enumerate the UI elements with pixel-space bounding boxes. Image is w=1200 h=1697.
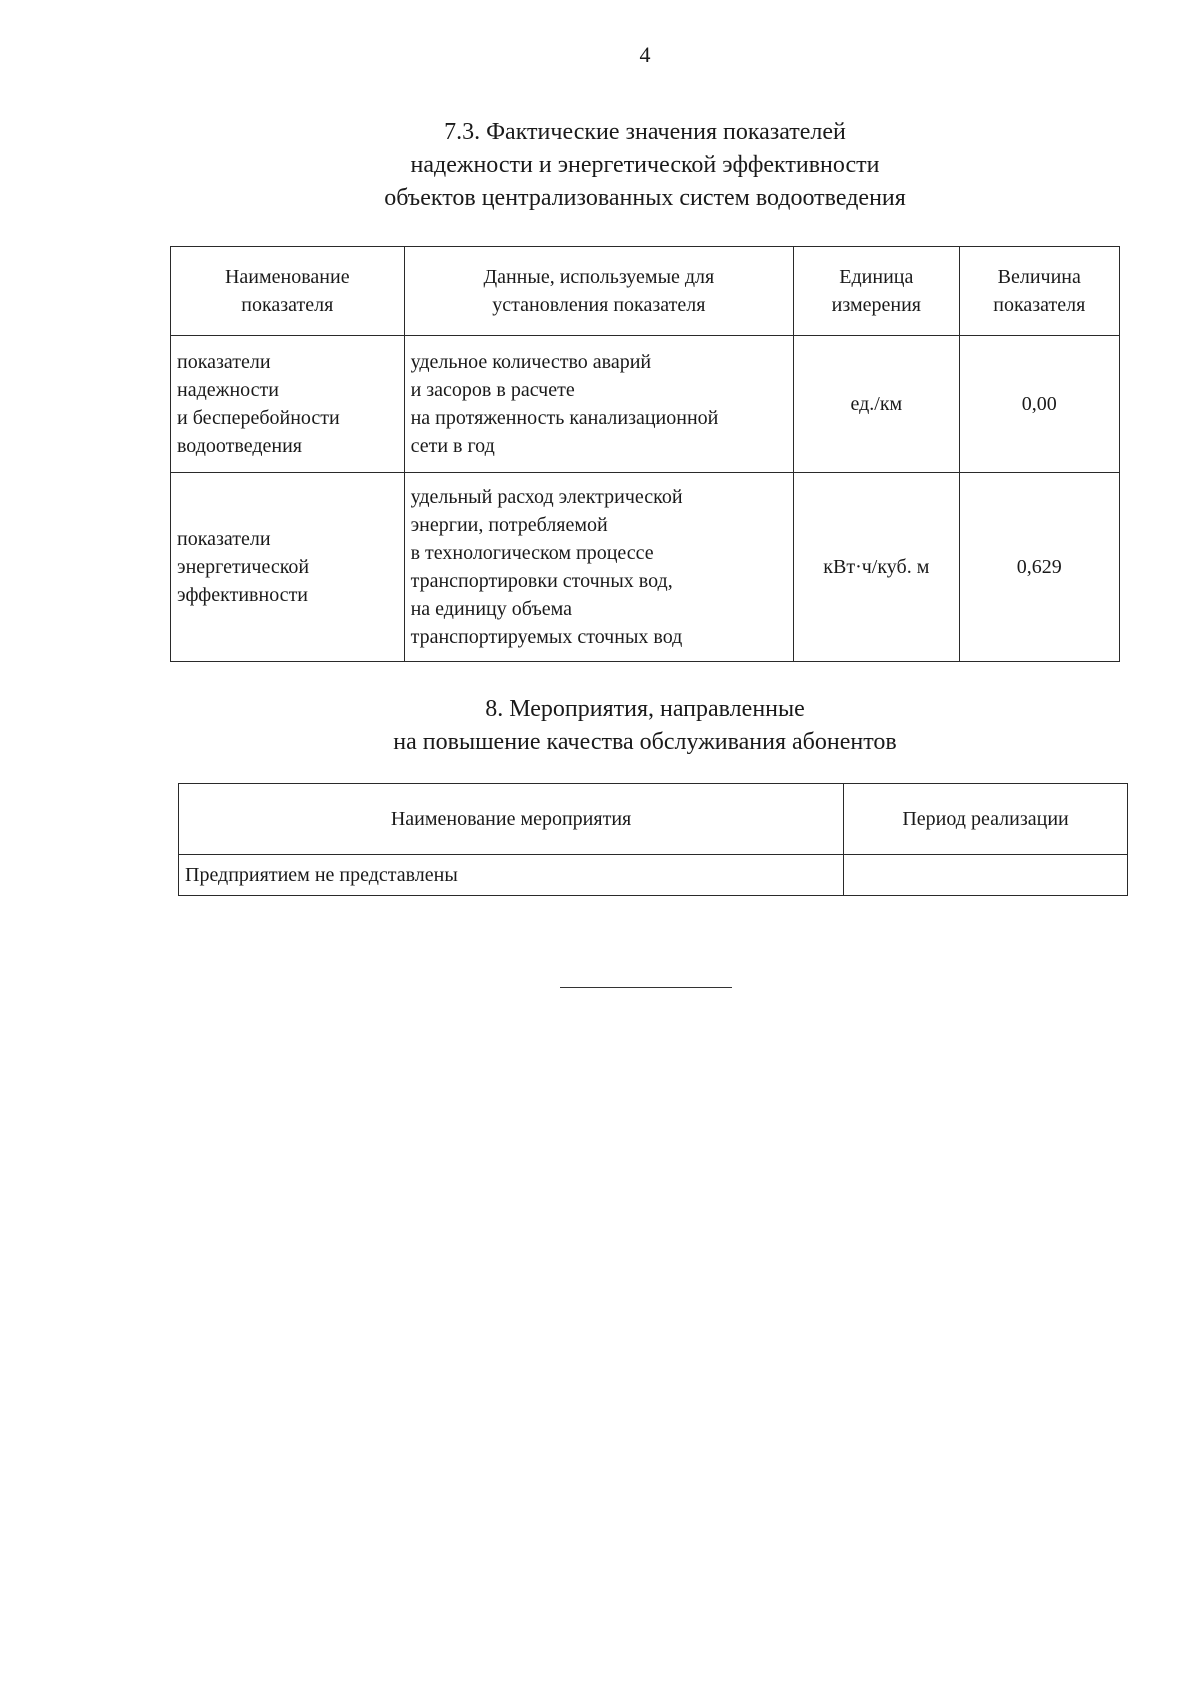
section-8-title: [90, 693, 1200, 759]
end-divider: [560, 987, 732, 988]
header-text-line: показателя: [993, 294, 1086, 316]
page-number: 4: [639, 42, 651, 67]
period-cell: [844, 855, 1128, 896]
unit-cell: ед./км: [794, 336, 959, 473]
cell-text-line: и бесперебойности: [177, 407, 340, 429]
header-text-line: показателя: [241, 294, 334, 316]
section-7-3-title-line: надежности и энергетической эффективности: [410, 152, 880, 178]
cell-text-line: надежности: [177, 379, 279, 401]
header-period: Период реализации: [844, 784, 1128, 855]
header-text-line: измерения: [831, 294, 921, 316]
header-text-line: Наименование: [224, 266, 350, 288]
header-indicator-name: [171, 247, 405, 336]
cell-text-line: энергетической: [177, 556, 310, 578]
table-row: [171, 473, 1120, 662]
header-source-data: [404, 247, 794, 336]
section-8-title-line: 8. Мероприятия, направленные: [485, 696, 805, 722]
cell-text-line: удельное количество аварий: [410, 351, 652, 373]
value-cell: 0,00: [959, 336, 1119, 473]
cell-text-line: показатели: [177, 528, 271, 550]
cell-text-line: удельный расход электрической: [410, 486, 683, 508]
table-header-row: [179, 784, 1128, 855]
cell-text-line: на протяженность канализационной: [410, 407, 719, 429]
cell-text-line: эффективности: [177, 584, 309, 606]
value-cell: 0,629: [959, 473, 1119, 662]
cell-text-line: в технологическом процессе: [410, 542, 654, 564]
cell-text-line: показатели: [177, 351, 271, 373]
section-7-3-title: [90, 116, 1200, 215]
unit-cell: кВт·ч/куб. м: [794, 473, 959, 662]
measure-name-cell: Предприятием не представлены: [179, 855, 844, 896]
table-row: [179, 855, 1128, 896]
header-measure-name: Наименование мероприятия: [179, 784, 844, 855]
source-data-cell: [404, 473, 794, 662]
indicator-name-cell: [171, 473, 405, 662]
table-row: [171, 336, 1120, 473]
cell-text-line: на единицу объема: [410, 598, 573, 620]
cell-text-line: энергии, потребляемой: [410, 514, 608, 536]
header-text-line: Величина: [997, 266, 1081, 288]
section-8-title-line: на повышение качества обслуживания абонентов: [393, 729, 897, 755]
header-text-line: установления показателя: [492, 294, 706, 316]
header-unit: [794, 247, 959, 336]
section-7-3-title-line: 7.3. Фактические значения показателей: [444, 119, 846, 145]
cell-text-line: транспортировки сточных вод,: [410, 570, 673, 592]
indicator-name-cell: [171, 336, 405, 473]
cell-text-line: водоотведения: [177, 435, 302, 457]
indicators-table: [170, 246, 1120, 662]
header-value: [959, 247, 1119, 336]
cell-text-line: и засоров в расчете: [410, 379, 575, 401]
cell-text-line: транспортируемых сточных вод: [410, 626, 683, 648]
source-data-cell: [404, 336, 794, 473]
measures-table: [178, 783, 1128, 896]
header-text-line: Данные, используемые для: [483, 266, 715, 288]
cell-text-line: сети в год: [410, 435, 495, 457]
table-header-row: [171, 247, 1120, 336]
section-7-3-title-line: объектов централизованных систем водоотведения: [384, 185, 906, 211]
header-text-line: Единица: [839, 266, 914, 288]
